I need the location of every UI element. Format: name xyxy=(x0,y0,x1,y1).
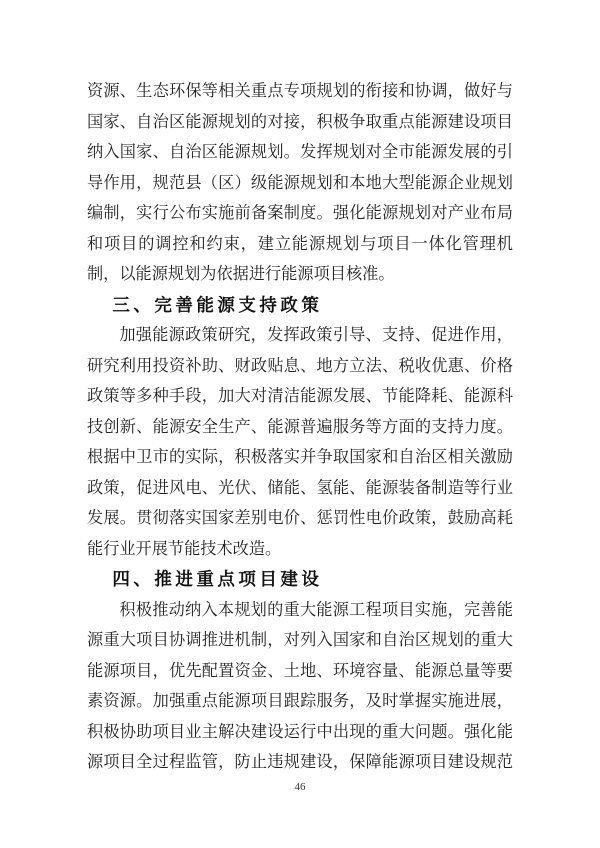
paragraph: 加强能源政策研究，发挥政策引导、支持、促进作用，研究利用投资补助、财政贴息、地方立法、税收优惠、价格政策等多种手段，加大对清洁能源发展、节能降耗、能源科技创新、能源安全生产、能源普遍服务等方面的支持力度。根据中卫市的实际，积极落实并争取国家和自治区相关激励政策，促进风电、光伏、储能、氢能、能源装备制造等行业发展。贯彻落实国家差别电价、惩罚性电价政策，鼓励高耗能行业开展节能技术改造。 xyxy=(87,326,513,558)
page-text-block xyxy=(87,76,513,778)
paragraph: 资源、生态环保等相关重点专项规划的衔接和协调，做好与国家、自治区能源规划的对接，积极争取重点能源建设项目纳入国家、自治区能源规划。发挥规划对全市能源发展的引导作用，规范县（区）级能源规划和本地大型能源企业规划编制，实行公布实施前备案制度。强化能源规划对产业布局和项目的调控和约束，建立能源规划与项目一体化管理机制，以能源规划为依据进行能源项目核准。 xyxy=(87,82,513,283)
section-heading-3: 三、完善能源支持政策 xyxy=(112,294,323,315)
paragraph: 积极推动纳入本规划的重大能源工程项目实施，完善能源重大项目协调推进机制，对列入国家和自治区规划的重大能源项目，优先配置资金、土地、环境容量、能源总量等要素资源。加强重点能源项目跟踪服务，及时掌握实施进展，积极协助项目业主解决建设运行中出现的重大问题。强化能源项目全过程监管，防止违规建设，保障能源项目建设规范 xyxy=(87,600,513,771)
page-number: 46 xyxy=(294,781,306,793)
section-heading-4: 四、推进重点项目建设 xyxy=(112,569,323,589)
